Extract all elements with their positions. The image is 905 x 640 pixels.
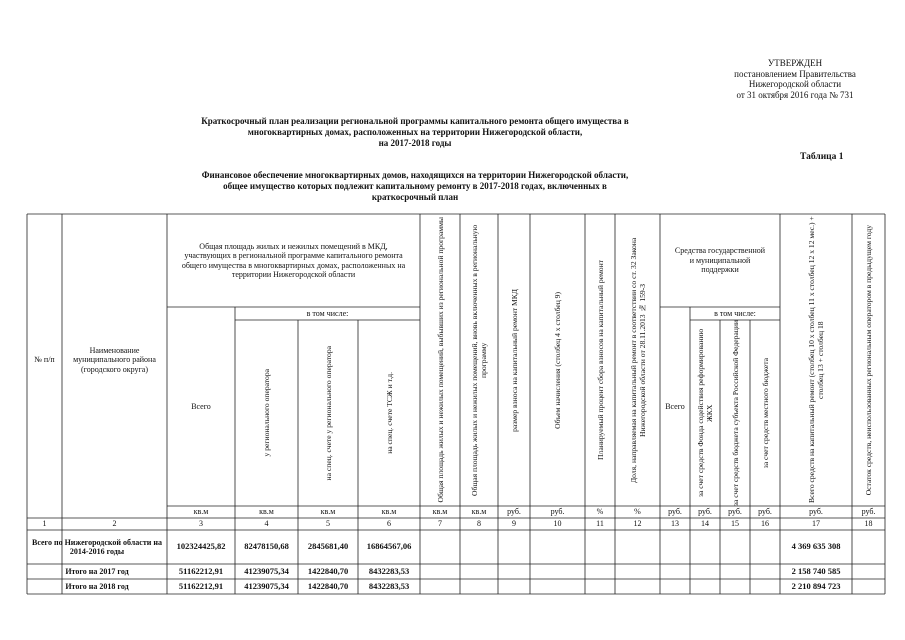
col-number: 4	[264, 519, 269, 529]
col-number: 17	[812, 519, 820, 529]
area-spec-regop-value: 1422840,70	[307, 580, 349, 591]
header-num	[27, 214, 62, 506]
title-line: многоквартирных домах, расположенных на территории Нижегородской области,	[247, 127, 583, 137]
header-fee-label: размер взноса на капитальный ремонт МКД	[509, 288, 519, 432]
header-area-total	[167, 307, 235, 506]
header-area-new	[460, 214, 498, 506]
header-fund-label: за счет средств Фонда содействия реформированию ЖКХ	[696, 328, 714, 498]
total-funds-value: 2 158 740 585	[791, 565, 841, 576]
area-total-value: 51162212,91	[178, 565, 224, 576]
col-number: 16	[761, 519, 769, 529]
row-label: Всего по Нижегородской области на 2014-2016 годы	[31, 537, 162, 556]
header-share-label: Доля, направляемая на капитальный ремонт в соответствии со ст. 32 Закона Нижегородской области от 28.11.2013 № 159-З	[628, 237, 647, 483]
col-number: 8	[477, 519, 481, 529]
header-area-excluded-label: Общая площадь жилых и нежилых помещений, выбывших из региональной программы	[435, 217, 445, 503]
header-area-spec-tsj	[358, 320, 420, 506]
header-remainder	[852, 214, 885, 506]
header-subject	[720, 320, 750, 506]
header-total-funds-label: Всего средств на капитальный ремонт (столбец 10 х столбец 11 х столбец 12 х 12 мес.) + столбец 13 + столбец 18	[807, 216, 825, 504]
subtitle-line: краткосрочный план	[371, 192, 459, 202]
document-title	[180, 116, 650, 149]
col-number: 15	[731, 519, 739, 529]
area-total-value: 102324425,82	[176, 541, 226, 552]
header-fund	[690, 320, 720, 506]
unit-cell: кв.м	[381, 507, 397, 517]
table-label: Таблица 1	[800, 152, 844, 162]
col-number: 7	[438, 519, 442, 529]
header-including-label: в том числе:	[306, 308, 349, 318]
header-area-spec-tsj-label: на спец. счете ТСЖ и т.д.	[384, 372, 394, 454]
unit-cell: руб.	[668, 507, 682, 517]
header-area-group-label: Общая площадь жилых и нежилых помещений в МКД, участвующих в региональной программе капитального ремонта общего имущества в многоквартирных домах, расположенных на территории Нижегородской области	[181, 241, 406, 279]
col-number: 12	[633, 519, 642, 529]
header-accrual	[530, 214, 585, 506]
area-spec-regop-value: 1422840,70	[307, 565, 349, 576]
approval-block	[700, 58, 890, 100]
col-number: 9	[512, 519, 516, 529]
unit-cell: руб.	[809, 507, 823, 517]
col-number: 14	[701, 519, 709, 529]
unit-cell: %	[596, 507, 604, 517]
header-total-funds	[780, 214, 852, 506]
header-accrual-label: Объем начисления (столбец 4 х столбец 9)	[553, 291, 562, 429]
area-regop-value: 82478150,68	[244, 541, 289, 552]
area-regop-value: 41239075,34	[244, 580, 289, 591]
total-funds-value: 4 369 635 308	[791, 541, 841, 552]
area-spec-regop-value: 2845681,40	[307, 541, 349, 552]
subtitle-line: общее имущество которых подлежит капитальному ремонту в 2017-2018 годах, включенных в	[223, 181, 607, 191]
approval-line: Нижегородской области	[748, 79, 842, 89]
header-district	[62, 214, 167, 506]
col-number: 2	[112, 519, 117, 529]
header-collection-pct-label: Планируемый процент сбора взносов на капитальный ремонт	[595, 260, 605, 460]
header-support-group-label: Средства государственной и муниципальной поддержки	[674, 246, 766, 275]
row-label: Итого на 2018 год	[65, 581, 129, 591]
approval-line: от 31 октября 2016 года № 731	[736, 89, 854, 100]
unit-cell: руб.	[507, 507, 521, 517]
header-subject-label: за счет средств бюджета субъекта Российской Федерации	[730, 320, 740, 506]
header-area-spec-regop	[298, 320, 358, 506]
header-fee	[498, 214, 530, 506]
header-support-total-label: Всего	[665, 401, 685, 411]
header-area-total-label: Всего	[191, 401, 211, 411]
col-number: 6	[387, 519, 391, 529]
header-share	[615, 214, 660, 506]
col-number: 10	[553, 519, 562, 529]
header-area-regop-label: у регионального оператора	[262, 369, 271, 457]
header-collection-pct	[585, 214, 615, 506]
header-including2-label: в том числе:	[714, 308, 756, 318]
approval-line: УТВЕРЖДЕН	[767, 58, 823, 68]
header-district-label: Наименование муниципального района (городского округа)	[73, 345, 156, 374]
header-num-label: № п/п	[34, 355, 55, 365]
header-support-group	[660, 214, 780, 307]
total-funds-value: 2 210 894 723	[791, 580, 841, 591]
unit-cell: кв.м	[193, 507, 209, 517]
area-regop-value: 41239075,34	[244, 565, 289, 576]
unit-cell: руб.	[698, 507, 712, 517]
unit-cell: руб.	[550, 507, 565, 517]
col-number: 13	[671, 519, 679, 529]
area-spec-tsj-value: 16864567,06	[366, 541, 412, 552]
row-label: Итого на 2017 год	[65, 566, 129, 576]
table-subtitle	[180, 170, 650, 203]
header-support-total	[660, 307, 690, 506]
area-spec-tsj-value: 8432283,53	[368, 565, 410, 576]
header-including	[235, 307, 420, 320]
unit-cell: кв.м	[471, 507, 487, 517]
title-line: Краткосрочный план реализации региональной программы капитального ремонта общего имущества в	[201, 116, 629, 126]
unit-cell: кв.м	[432, 507, 448, 517]
approval-line: постановлением Правительства	[734, 68, 856, 79]
title-line: на 2017-2018 годы	[378, 138, 452, 148]
area-spec-tsj-value: 8432283,53	[368, 580, 410, 591]
header-local-label: за счет средств местного бюджета	[760, 357, 770, 469]
header-area-spec-regop-label: на спец. счете у регионального оператора	[323, 345, 333, 481]
unit-cell: руб.	[728, 507, 742, 517]
unit-cell: руб.	[758, 507, 772, 517]
unit-cell: %	[634, 507, 641, 517]
col-number: 1	[42, 519, 47, 529]
col-number: 5	[326, 519, 330, 529]
subtitle-line: Финансовое обеспечение многоквартирных домов, находящихся на территории Нижегородской области,	[201, 170, 629, 180]
header-area-group	[167, 214, 420, 307]
header-remainder-label: Остаток средств, неиспользованных региональным оператором в предыдущем году	[864, 224, 873, 496]
unit-cell: руб.	[861, 507, 876, 517]
col-number: 18	[864, 519, 873, 529]
header-area-excluded	[420, 214, 460, 506]
header-area-new-label: Общая площадь жилых и нежилых помещений, вновь включенных в региональную программу	[470, 224, 488, 496]
unit-cell: кв.м	[320, 507, 336, 517]
unit-cell: кв.м	[259, 507, 274, 517]
header-area-regop	[235, 320, 298, 506]
col-number: 3	[199, 519, 203, 529]
area-total-value: 51162212,91	[178, 580, 224, 591]
header-local	[750, 320, 780, 506]
col-number: 11	[596, 519, 604, 529]
header-including2	[690, 307, 780, 320]
